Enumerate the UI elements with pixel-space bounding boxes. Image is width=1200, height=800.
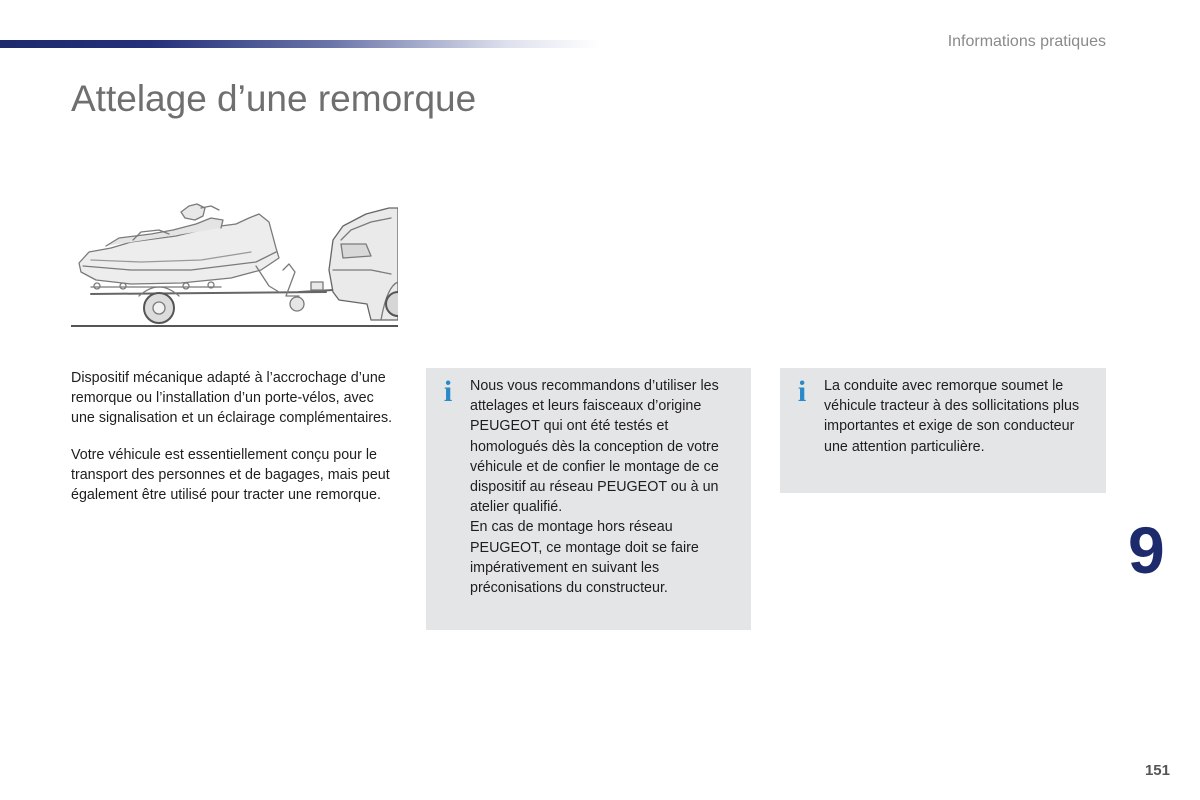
intro-paragraph: Dispositif mécanique adapté à l’accrochage d’une remorque ou l’installation d’un porte-vélos, avec une signalisation et un éclairage complémentaires.	[71, 370, 393, 427]
jetski-handlebar	[181, 204, 205, 220]
trailer-roller	[183, 283, 189, 289]
info-paragraph: Nous vous recommandons d’utiliser les attelages et leurs faisceaux d’origine PEUGEOT qui ont été testés et homologués dès la conception de votre véhicule et de confier le montage de ce dispositif au réseau PEUGEOT ou à un atelier qualifié.	[470, 378, 719, 516]
info-box-text	[470, 376, 745, 598]
section-title: Informations pratiques	[947, 33, 1106, 50]
info-box-recommendation	[426, 368, 751, 630]
info-box-driving	[780, 368, 1106, 493]
header-gradient-bar	[0, 40, 600, 48]
jetski-hull	[79, 214, 279, 284]
trailer-wheel-hub	[153, 302, 165, 314]
trailer-frame	[91, 292, 326, 294]
info-icon: i	[443, 375, 453, 408]
info-box-text	[824, 376, 1099, 457]
page-number: 151	[1144, 762, 1170, 779]
intro-text-column	[71, 368, 401, 521]
towing-illustration-svg	[71, 200, 398, 330]
info-paragraph: En cas de montage hors réseau PEUGEOT, ce montage doit se faire impérativement en suivant les préconisations du constructeur.	[470, 519, 699, 597]
chapter-number: 9	[1128, 513, 1165, 587]
jockey-wheel-post	[283, 264, 299, 296]
intro-paragraph: Votre véhicule est essentiellement conçu pour le transport des personnes et de bagages, mais peut également être utilisé pour tracter une remorque.	[71, 446, 390, 504]
trailer-roller	[120, 283, 126, 289]
page-title: Attelage d’une remorque	[71, 78, 477, 119]
jockey-wheel	[290, 297, 304, 311]
info-icon: i	[797, 375, 807, 408]
car-tail-light	[341, 244, 371, 258]
info-paragraph: La conduite avec remorque soumet le véhicule tracteur à des sollicitations plus importantes et exige de son conducteur une attention particulière.	[824, 378, 1080, 455]
coupling-head	[311, 282, 323, 290]
trailer-roller	[94, 283, 100, 289]
towing-illustration	[71, 200, 398, 330]
